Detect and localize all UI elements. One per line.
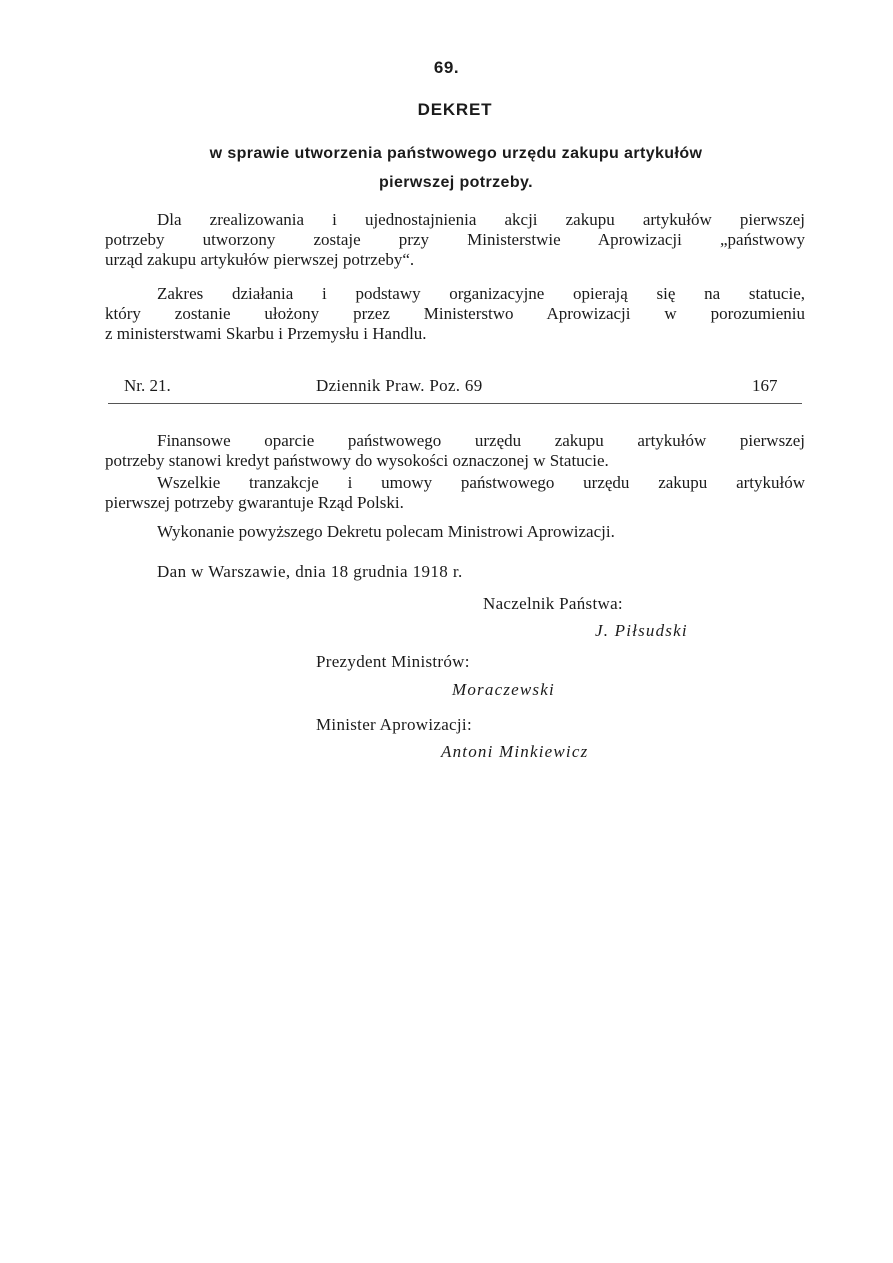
paragraph-4	[105, 473, 805, 513]
signatory-2-name: Moraczewski	[452, 680, 555, 699]
paragraph-1	[105, 210, 805, 270]
paragraph-2-line: który zostanie ułożony przez Ministerstwo Aprowizacji w porozumieniu	[105, 304, 805, 323]
header-divider	[108, 403, 802, 404]
paragraph-3	[105, 431, 805, 471]
signatory-3-role: Minister Aprowizacji:	[316, 715, 472, 734]
paragraph-1-line: Dla zrealizowania i ujednostajnienia akcji zakupu artykułów pierwszej	[157, 210, 805, 229]
running-header-journal: Dziennik Praw. Poz. 69	[316, 376, 483, 395]
signatory-1-name: J. Piłsudski	[595, 621, 688, 640]
issue-date-line: Dan w Warszawie, dnia 18 grudnia 1918 r.	[157, 562, 463, 581]
paragraph-1-line: urząd zakupu artykułów pierwszej potrzeby“.	[105, 250, 415, 269]
paragraph-2	[105, 284, 805, 344]
decree-title: DEKRET	[417, 100, 493, 119]
paragraph-3-line: Finansowe oparcie państwowego urzędu zakupu artykułów pierwszej	[157, 431, 805, 450]
paragraph-4-line: pierwszej potrzeby gwarantuje Rząd Polski.	[105, 493, 404, 512]
signatory-2-role: Prezydent Ministrów:	[316, 652, 470, 671]
decree-subtitle-line-2: pierwszej potrzeby.	[378, 174, 533, 191]
paragraph-2-line: z ministerstwami Skarbu i Przemysłu i Handlu.	[105, 324, 427, 343]
running-header-issue: Nr. 21.	[124, 376, 171, 395]
decree-number: 69.	[433, 58, 460, 77]
paragraph-4-line: Wszelkie tranzakcje i umowy państwowego urzędu zakupu artykułów	[157, 473, 805, 492]
paragraph-5-line: Wykonanie powyższego Dekretu polecam Ministrowi Aprowizacji.	[157, 522, 615, 541]
paragraph-1-line: potrzeby utworzony zostaje przy Ministerstwie Aprowizacji „państwowy	[105, 230, 805, 249]
decree-subtitle-line-1: w sprawie utworzenia państwowego urzędu zakupu artykułów	[209, 145, 703, 162]
signatory-1-role: Naczelnik Państwa:	[483, 594, 623, 613]
paragraph-2-line: Zakres działania i podstawy organizacyjne opierają się na statucie,	[157, 284, 805, 303]
running-header-page-number: 167	[752, 376, 778, 395]
paragraph-3-line: potrzeby stanowi kredyt państwowy do wysokości oznaczonej w Statucie.	[105, 451, 609, 470]
paragraph-5	[105, 522, 805, 542]
signatory-3-name: Antoni Minkiewicz	[441, 742, 589, 761]
